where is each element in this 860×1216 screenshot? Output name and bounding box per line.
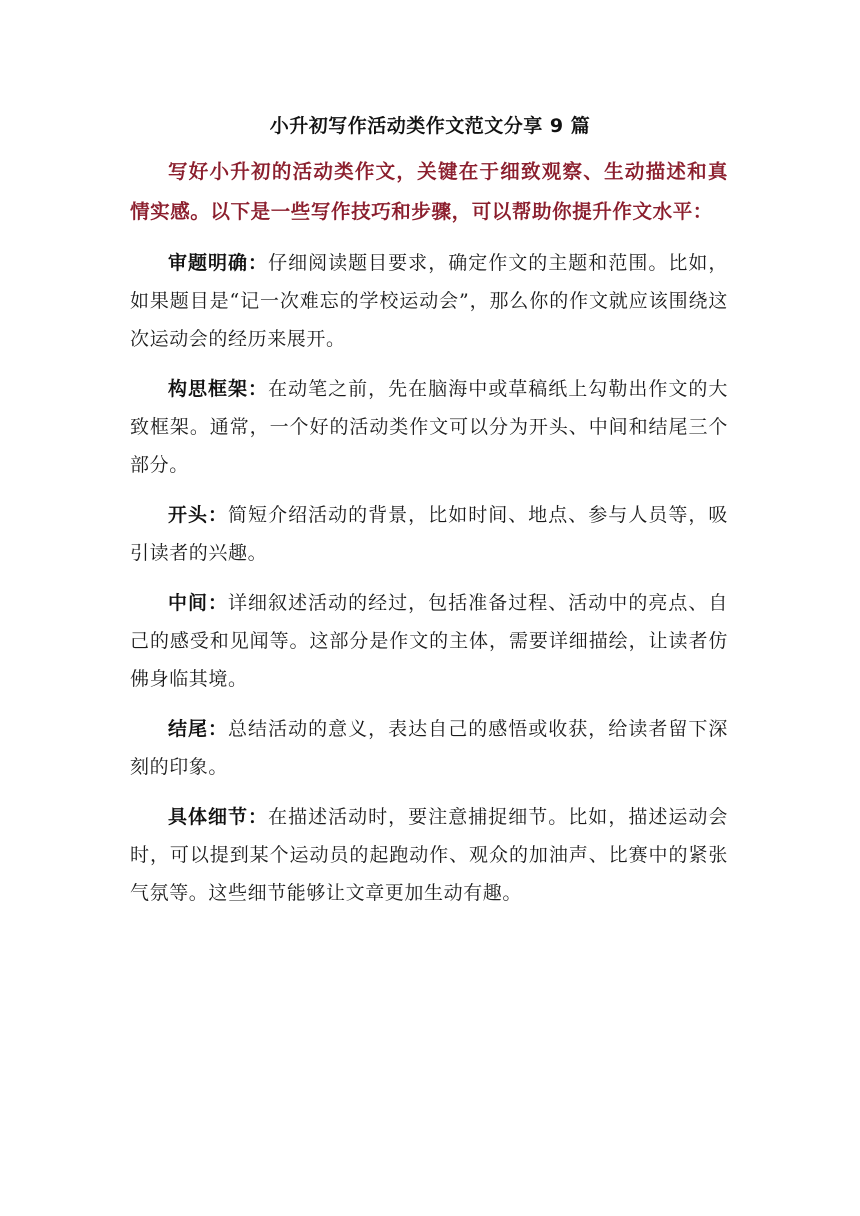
- paragraph-term: 开头：: [168, 504, 229, 526]
- paragraph-text: 仔细阅读题目要求，确定作文的主题和范围。比如，如果题目是“记一次难忘的学校运动会”，那么你的作文就应该围绕这次运动会的经历来展开。: [130, 252, 728, 350]
- paragraph-outline: [130, 370, 728, 484]
- paragraph-middle: [130, 584, 728, 698]
- document-body: [130, 152, 728, 924]
- paragraph-term: 构思框架：: [168, 378, 269, 400]
- paragraph-text: 简短介绍活动的背景，比如时间、地点、参与人员等，吸引读者的兴趣。: [130, 504, 728, 564]
- document-title: 小升初写作活动类作文范文分享 9 篇: [269, 115, 591, 137]
- intro-paragraph: 写好小升初的活动类作文，关键在于细致观察、生动描述和真情实感。以下是一些写作技巧和步骤，可以帮助你提升作文水平：: [130, 160, 728, 223]
- paragraph-topic-analysis: [130, 244, 728, 358]
- paragraph-text: 在描述活动时，要注意捕捉细节。比如，描述运动会时，可以提到某个运动员的起跑动作、观众的加油声、比赛中的紧张气氛等。这些细节能够让文章更加生动有趣。: [130, 806, 728, 904]
- paragraph-term: 结尾：: [168, 718, 229, 740]
- paragraph-ending: [130, 710, 728, 786]
- paragraph-term: 具体细节：: [168, 806, 269, 828]
- paragraph-text: 详细叙述活动的经过，包括准备过程、活动中的亮点、自己的感受和见闻等。这部分是作文的主体，需要详细描绘，让读者仿佛身临其境。: [130, 592, 728, 690]
- paragraph-term: 中间：: [168, 592, 229, 614]
- paragraph-term: 审题明确：: [168, 252, 269, 274]
- paragraph-details: [130, 798, 728, 912]
- paragraph-text: 总结活动的意义，表达自己的感悟或收获，给读者留下深刻的印象。: [130, 718, 728, 778]
- paragraph-text: 在动笔之前，先在脑海中或草稿纸上勾勒出作文的大致框架。通常，一个好的活动类作文可以分为开头、中间和结尾三个部分。: [130, 378, 728, 476]
- paragraph-opening: [130, 496, 728, 572]
